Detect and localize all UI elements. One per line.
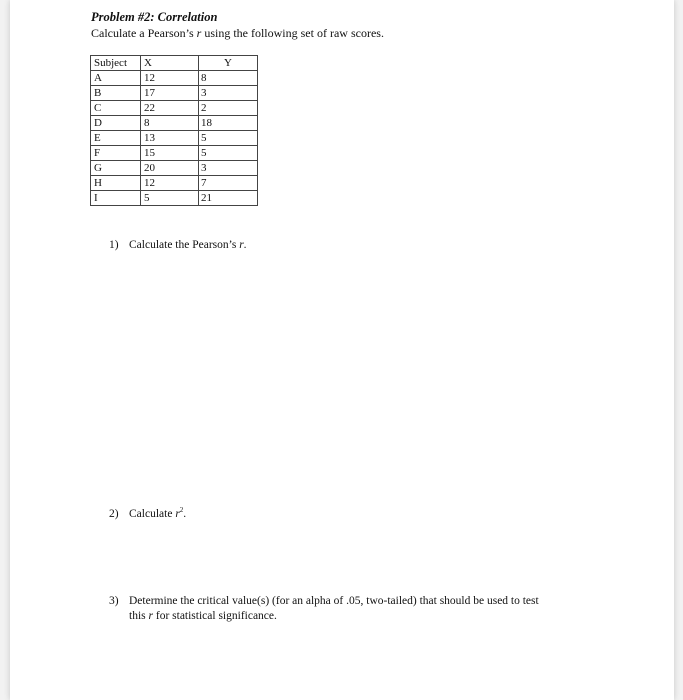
problem-instructions [91,26,384,41]
subject-cell: A [91,71,141,86]
question-3-line-2-start: this [129,610,149,622]
table-row [91,191,258,206]
question-2-end: . [183,507,187,520]
y-cell: 3 [199,86,258,101]
question-3-line-1: Determine the critical value(s) (for an alpha of .05, two-tailed) that should be used to test [129,595,539,607]
subject-cell: D [91,116,141,131]
x-cell: 22 [141,101,199,116]
column-header-subject: Subject [91,56,141,71]
x-cell: 12 [141,176,199,191]
y-cell: 8 [199,71,258,86]
x-cell: 12 [141,71,199,86]
subject-cell: H [91,176,141,191]
subject-cell: B [91,86,141,101]
question-3-line-2-end: for statistical significance. [152,610,277,622]
table-row [91,146,258,161]
subject-cell: I [91,191,141,206]
question-1-variable: r [239,239,244,251]
x-cell: 8 [141,116,199,131]
question-3-variable: r [148,610,153,622]
document-page [10,0,674,700]
question-1-end: . [243,239,247,251]
x-cell: 20 [141,161,199,176]
question-3-continuation [129,610,277,622]
y-cell: 7 [199,176,258,191]
table-row [91,71,258,86]
problem-title: Problem #2: Correlation [91,10,218,24]
question-1-number: 1) [109,239,119,251]
intro-text-end: using the following set of raw scores. [201,26,384,40]
intro-variable: r [196,26,202,40]
table-row [91,131,258,146]
subject-cell: G [91,161,141,176]
question-2-text: Calculate [129,507,176,520]
subject-cell: E [91,131,141,146]
question-1 [109,239,247,251]
y-cell: 3 [199,161,258,176]
x-cell: 13 [141,131,199,146]
y-cell: 18 [199,116,258,131]
subject-cell: C [91,101,141,116]
question-3 [109,595,539,607]
question-3-number: 3) [109,595,119,607]
y-cell: 21 [199,191,258,206]
question-2 [109,506,186,520]
question-2-exponent: 2 [179,506,184,514]
y-cell: 2 [199,101,258,116]
table-row [91,161,258,176]
raw-scores-table [90,55,258,206]
table-row [91,116,258,131]
question-1-text: Calculate the Pearson’s [129,239,240,251]
column-header-y: Y [199,56,258,71]
y-cell: 5 [199,131,258,146]
question-2-number: 2) [109,507,119,520]
column-header-x: X [141,56,199,71]
subject-cell: F [91,146,141,161]
x-cell: 17 [141,86,199,101]
x-cell: 5 [141,191,199,206]
table-row [91,176,258,191]
table-row [91,101,258,116]
y-cell: 5 [199,146,258,161]
table-row [91,86,258,101]
table-header-row [91,56,258,71]
intro-text: Calculate a Pearson’s [91,26,197,40]
question-2-variable: r [175,507,180,520]
x-cell: 15 [141,146,199,161]
